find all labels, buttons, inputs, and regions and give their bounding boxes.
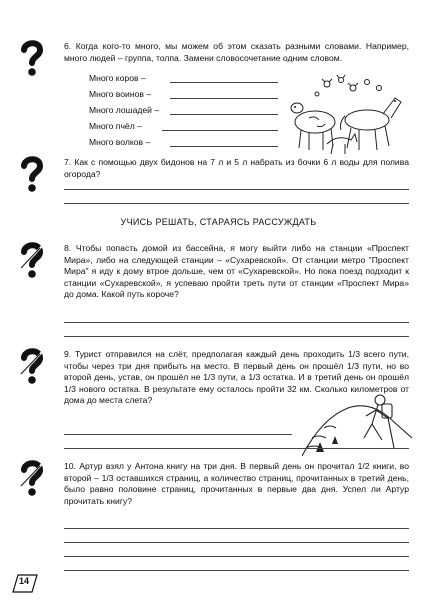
q6-item: Много волков – xyxy=(89,137,151,147)
q7-text: 7. Как с помощью двух бидонов на 7 л и 5 л набрать из бочки 6 л воды для полива огорода? xyxy=(64,157,409,179)
q6-answer-line[interactable] xyxy=(170,98,278,99)
q10-text: 10. Артур взял у Антона книгу на три дня. В первый день он прочитал 1/2 книги, во второй – 1/3 оставшихся страниц, а количество страниц, прочитанных в третий день, было равно половине страниц, прочитанных в первые два дня. Успел ли Артур прочитать книгу? xyxy=(64,461,409,506)
question-mark-icon xyxy=(18,38,46,78)
q10-answer-line[interactable] xyxy=(64,570,409,571)
animals-illustration xyxy=(287,74,407,156)
section-title: УЧИСЬ РЕШАТЬ, СТАРАЯСЬ РАССУЖДАТЬ xyxy=(120,217,317,227)
q6-item: Много пчёл – xyxy=(89,121,142,131)
q7-answer-line[interactable] xyxy=(64,189,409,190)
question-mark-icon xyxy=(18,154,46,194)
q6-text: 6. Когда кого-то много, мы можем об этом сказать разными словами. Например, много людей – группа, толпа. Замени словосочетание одним словом. xyxy=(64,41,409,63)
q9-text: 9. Турист отправился на слёт, предполагая каждый день проходить 1/3 всего пути, чтобы через три дня прибыть на место. В первый день он прошёл 1/3 пути, но во второй день, устав, он прошёл не 1/3 пути, а 1/3 остатка. И в третий день он прошёл 1/3 нового остатка. В результате ему осталось пройти 32 км. Сколько километров от дома до места слета? xyxy=(64,349,409,406)
page-number-text: 14 xyxy=(19,576,30,586)
q8-answer-line[interactable] xyxy=(64,336,409,337)
q8-text: 8. Чтобы попасть домой из бассейна, я могу выйти либо на станции «Проспект Мира», либо на следующей станции – «Сухаревской». От станции метро "Проспект Мира" я иду к дому втрое дольше, чем от «Сухаревской». Но пока поезд подходит к станции «Сухаревской», я успеваю пройти треть пути от станции «Проспект Мира» до дома. Какой путь короче? xyxy=(64,243,409,300)
thinking-question-icon xyxy=(18,458,46,498)
q6-answer-line[interactable] xyxy=(170,82,278,83)
q7-answer-line[interactable] xyxy=(64,203,409,204)
q6-answer-line[interactable] xyxy=(170,146,278,147)
q6-item: Много воинов – xyxy=(89,89,152,99)
q6-answer-line[interactable] xyxy=(162,130,278,131)
q6-item: Много лошадей – xyxy=(89,105,160,115)
page-number xyxy=(12,573,38,593)
hiker-illustration xyxy=(302,378,412,458)
thinking-question-icon xyxy=(18,240,46,280)
q6-answer-line[interactable] xyxy=(170,114,278,115)
q10-answer-line[interactable] xyxy=(64,542,409,543)
q10-answer-line[interactable] xyxy=(64,556,409,557)
q9-answer-line[interactable] xyxy=(64,448,409,449)
q8-answer-line[interactable] xyxy=(64,322,409,323)
q10-answer-line[interactable] xyxy=(64,528,409,529)
q6-item: Много коров – xyxy=(89,73,146,83)
q9-answer-line[interactable] xyxy=(64,434,292,435)
thinking-question-icon xyxy=(18,346,46,386)
